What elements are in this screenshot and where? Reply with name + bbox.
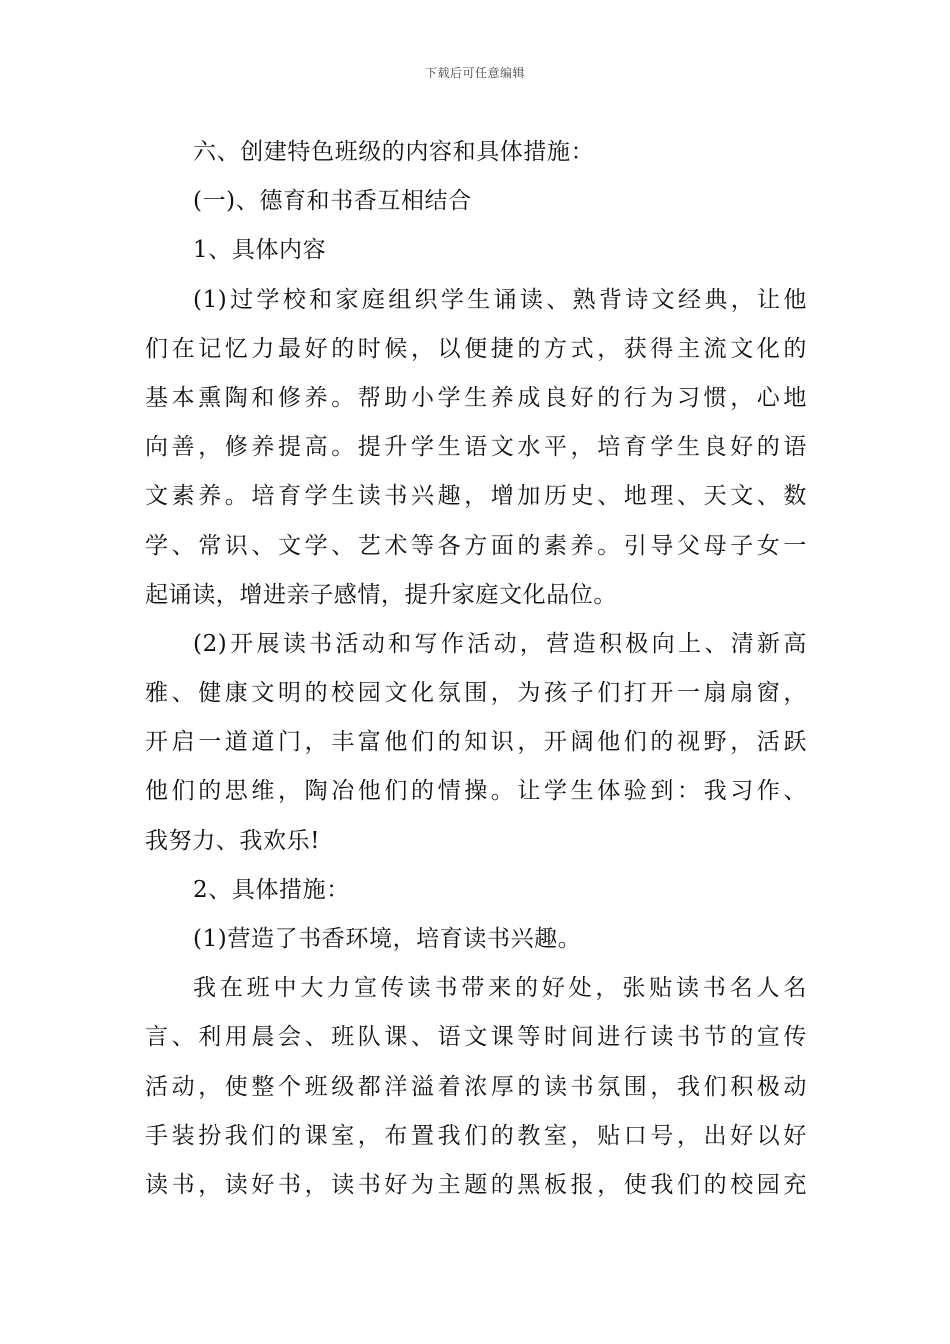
paragraph-line: 起诵读，增进亲子感情，提升家庭文化品位。	[145, 581, 617, 608]
paragraph-line: 手装扮我们的课室，布置我们的教室，贴口号，出好以好	[145, 1122, 807, 1149]
document-body	[145, 128, 807, 1210]
paragraph-line: 文素养。培育学生读书兴趣，增加历史、地理、天文、数	[145, 483, 807, 510]
paragraph-line: 向善，修养提高。提升学生语文水平，培育学生良好的语	[145, 434, 807, 461]
item-heading: 1、具体内容	[193, 237, 327, 264]
section-heading: 六、创建特色班级的内容和具体措施：	[193, 139, 595, 165]
paragraph-line: 们在记忆力最好的时候，以便捷的方式，获得主流文化的	[145, 335, 807, 362]
subsection-heading: (一)、德育和书香互相结合	[193, 188, 472, 215]
paragraph-line: 雅、健康文明的校园文化氛围，为孩子们打开一扇扇窗，	[145, 680, 807, 707]
page-header: 下载后可任意编辑	[424, 66, 525, 80]
paragraph-line: 我在班中大力宣传读书带来的好处，张贴读书名人名	[193, 975, 807, 1002]
paragraph-line: (2)开展读书活动和写作活动，营造积极向上、清新高	[193, 630, 807, 657]
paragraph-line: 开启一道道门，丰富他们的知识，开阔他们的视野，活跃	[145, 729, 807, 756]
paragraph-line: (1)过学校和家庭组织学生诵读、熟背诗文经典，让他	[193, 286, 807, 313]
paragraph-line: 学、常识、文学、艺术等各方面的素养。引导父母子女一	[145, 532, 807, 559]
subitem-heading: (1)营造了书香环境，培育读书兴趣。	[193, 926, 582, 952]
paragraph-line: 读书，读好书，读书好为主题的黑板报，使我们的校园充	[145, 1171, 807, 1198]
paragraph-line: 他们的思维，陶冶他们的情操。让学生体验到：我习作、	[145, 778, 807, 805]
item-heading: 2、具体措施：	[193, 876, 350, 903]
paragraph-line: 基本熏陶和修养。帮助小学生养成良好的行为习惯，心地	[145, 384, 807, 411]
paragraph-line: 言、利用晨会、班队课、语文课等时间进行读书节的宣传	[145, 1024, 807, 1051]
paragraph-line: 我努力、我欢乐!	[145, 827, 321, 854]
paragraph-line: 活动，使整个班级都洋溢着浓厚的读书氛围，我们积极动	[145, 1073, 807, 1100]
